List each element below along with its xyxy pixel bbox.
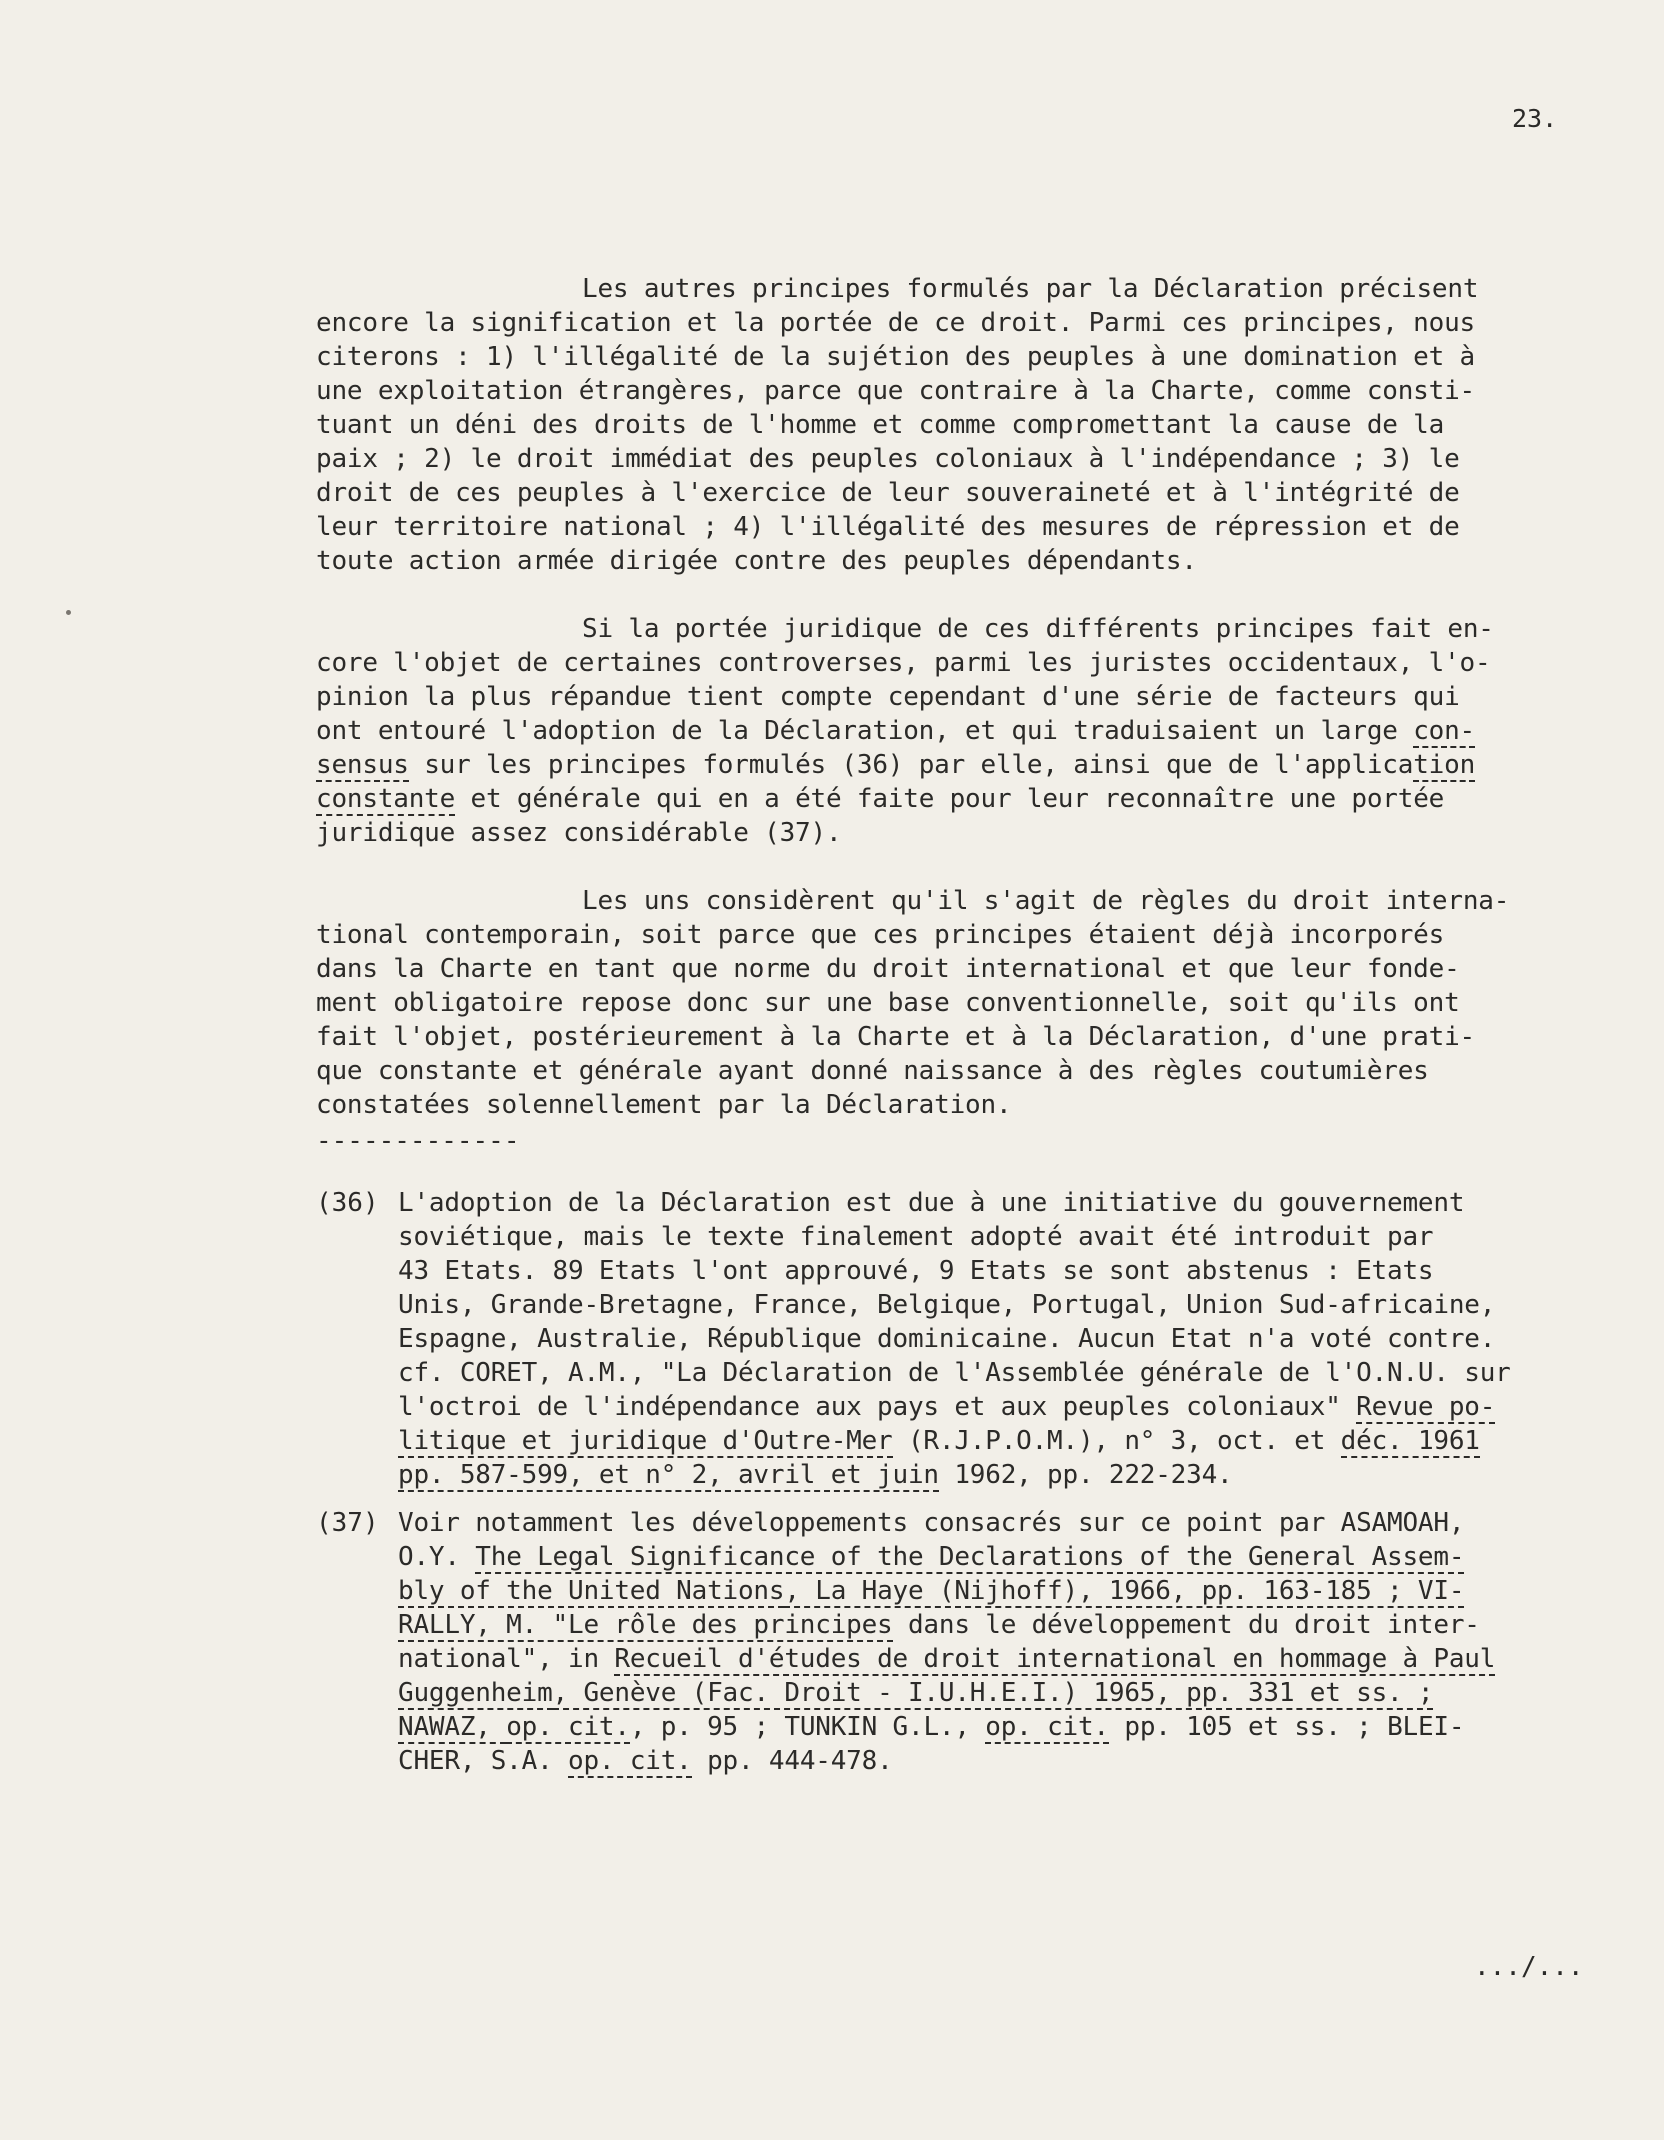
main-text: [316, 272, 1586, 1156]
text-line: que constante et générale ayant donné naissance à des règles coutumières: [316, 1056, 1429, 1086]
underlined-text: RALLY, M. "Le rôle des principes: [398, 1610, 893, 1640]
underlined-text: NAWAZ,: [398, 1712, 507, 1742]
underlined-text: Guggenheim: [398, 1678, 553, 1708]
page-number: 23.: [1512, 104, 1558, 133]
text-line: [398, 1676, 1606, 1710]
text-line: citerons : 1) l'illégalité de la sujétion des peuples à une domination et à: [316, 342, 1475, 372]
underlined-text: litique et juridique d'Outre-Mer: [398, 1426, 893, 1456]
text-line: [398, 1458, 1606, 1492]
text-line: [398, 1710, 1606, 1744]
footnote-separator: -------------: [316, 1126, 520, 1156]
text-segment: pp. 105 et ss. ; BLEI-: [1108, 1712, 1465, 1742]
underlined-text: op. cit.: [506, 1712, 630, 1742]
text-line: [398, 1424, 1606, 1458]
text-line: Unis, Grande-Bretagne, France, Belgique, Portugal, Union Sud-africaine,: [398, 1290, 1496, 1320]
underlined-text: Recueil d'études de droit international en hommage à Paul: [614, 1644, 1496, 1674]
paragraph-2: [316, 612, 1586, 850]
text-line: [398, 1642, 1606, 1676]
footnote-36: [316, 1186, 1606, 1492]
continuation-mark: .../...: [1474, 1952, 1584, 1982]
text-line: leur territoire national ; 4) l'illégalité des mesures de répression et de: [316, 512, 1460, 542]
text-segment: national", in: [398, 1644, 615, 1674]
text-line: [398, 1540, 1606, 1574]
text-line: [398, 1574, 1606, 1608]
underlined-text: sensus: [316, 750, 409, 780]
text-line: tional contemporain, soit parce que ces principes étaient déjà incorporés: [316, 920, 1445, 950]
text-line: encore la signification et la portée de ce droit. Parmi ces principes, nous: [316, 308, 1475, 338]
paragraph-1: [316, 272, 1586, 578]
text-line: L'adoption de la Déclaration est due à une initiative du gouvernement: [398, 1188, 1465, 1218]
text-line: core l'objet de certaines controverses, parmi les juristes occidentaux, l'o-: [316, 648, 1491, 678]
text-line: Espagne, Australie, République dominicaine. Aucun Etat n'a voté contre.: [398, 1324, 1496, 1354]
underlined-text: constante: [316, 784, 456, 814]
underlined-text: , La Haye (Nijhoff), 1966, pp. 163-185 ; VI-: [784, 1576, 1465, 1606]
underlined-text: pp. 587-599, et n° 2, avril et juin: [398, 1460, 939, 1490]
text-line: [316, 714, 1586, 748]
text-line: droit de ces peuples à l'exercice de leur souveraineté et à l'intégrité de: [316, 478, 1460, 508]
text-segment: 1962, pp. 222-234.: [938, 1460, 1233, 1490]
text-line: Les uns considèrent qu'il s'agit de règles du droit interna-: [582, 886, 1510, 916]
underlined-text: tion: [1413, 750, 1476, 780]
text-segment: l'octroi de l'indépendance aux pays et aux peuples coloniaux": [398, 1392, 1357, 1422]
text-line: fait l'objet, postérieurement à la Charte et à la Déclaration, d'une prati-: [316, 1022, 1475, 1052]
text-segment: O.Y.: [398, 1542, 476, 1572]
text-line: tuant un déni des droits de l'homme et comme compromettant la cause de la: [316, 410, 1445, 440]
text-line: [316, 782, 1586, 816]
paper-speck: [66, 610, 71, 615]
text-line: soviétique, mais le texte finalement adopté avait été introduit par: [398, 1222, 1434, 1252]
text-line: ment obligatoire repose donc sur une base conventionnelle, soit qu'ils ont: [316, 988, 1460, 1018]
underlined-text: déc. 1961: [1340, 1426, 1480, 1456]
underlined-text: Revue po-: [1356, 1392, 1496, 1422]
text-segment: et générale qui en a été faite pour leur reconnaître une portée: [455, 784, 1445, 814]
underlined-text: bly of the United Nations: [398, 1576, 785, 1606]
text-line: pinion la plus répandue tient compte cependant d'une série de facteurs qui: [316, 682, 1460, 712]
text-segment: ont entouré l'adoption de la Déclaration, et qui traduisaient un large: [316, 716, 1414, 746]
text-line: [398, 1744, 1606, 1778]
footnotes: [316, 1186, 1606, 1792]
text-line: Voir notamment les développements consacrés sur ce point par ASAMOAH,: [398, 1508, 1465, 1538]
text-line: 43 Etats. 89 Etats l'ont approuvé, 9 Etats se sont abstenus : Etats: [398, 1256, 1434, 1286]
footnote-text: [398, 1186, 1606, 1492]
underlined-text: op. cit.: [985, 1712, 1109, 1742]
text-line: juridique assez considérable (37).: [316, 818, 842, 848]
text-line: cf. CORET, A.M., "La Déclaration de l'Assemblée générale de l'O.N.U. sur: [398, 1358, 1511, 1388]
text-line: une exploitation étrangères, parce que contraire à la Charte, comme consti-: [316, 376, 1475, 406]
text-segment: pp. 444-478.: [691, 1746, 893, 1776]
text-line: Les autres principes formulés par la Déclaration précisent: [582, 274, 1479, 304]
text-segment: dans le développement du droit inter-: [892, 1610, 1480, 1640]
text-segment: , p. 95 ; TUNKIN G.L.,: [629, 1712, 986, 1742]
footnote-37: [316, 1506, 1606, 1778]
text-line: Si la portée juridique de ces différents principes fait en-: [582, 614, 1494, 644]
text-segment: (R.J.P.O.M.), n° 3, oct. et: [892, 1426, 1341, 1456]
footnote-number: (37): [316, 1508, 379, 1538]
underlined-text: op. cit.: [568, 1746, 692, 1776]
paragraph-3: [316, 884, 1586, 1122]
text-line: toute action armée dirigée contre des peuples dépendants.: [316, 546, 1197, 576]
text-line: constatées solennellement par la Déclaration.: [316, 1090, 1012, 1120]
text-line: [316, 748, 1586, 782]
underlined-text: , Genève (Fac. Droit - I.U.H.E.I.) 1965, pp. 331 et ss. ;: [552, 1678, 1434, 1708]
text-line: [398, 1390, 1606, 1424]
text-segment: CHER, S.A.: [398, 1746, 568, 1776]
footnote-number: (36): [316, 1188, 379, 1218]
text-line: [398, 1608, 1606, 1642]
text-line: dans la Charte en tant que norme du droit international et que leur fonde-: [316, 954, 1460, 984]
underlined-text: con-: [1413, 716, 1476, 746]
underlined-text: The Legal Significance of the Declarations of the General Assem-: [475, 1542, 1465, 1572]
text-segment: sur les principes formulés (36) par elle, ainsi que de l'applica: [408, 750, 1414, 780]
text-line: paix ; 2) le droit immédiat des peuples coloniaux à l'indépendance ; 3) le: [316, 444, 1460, 474]
footnote-text: [398, 1506, 1606, 1778]
